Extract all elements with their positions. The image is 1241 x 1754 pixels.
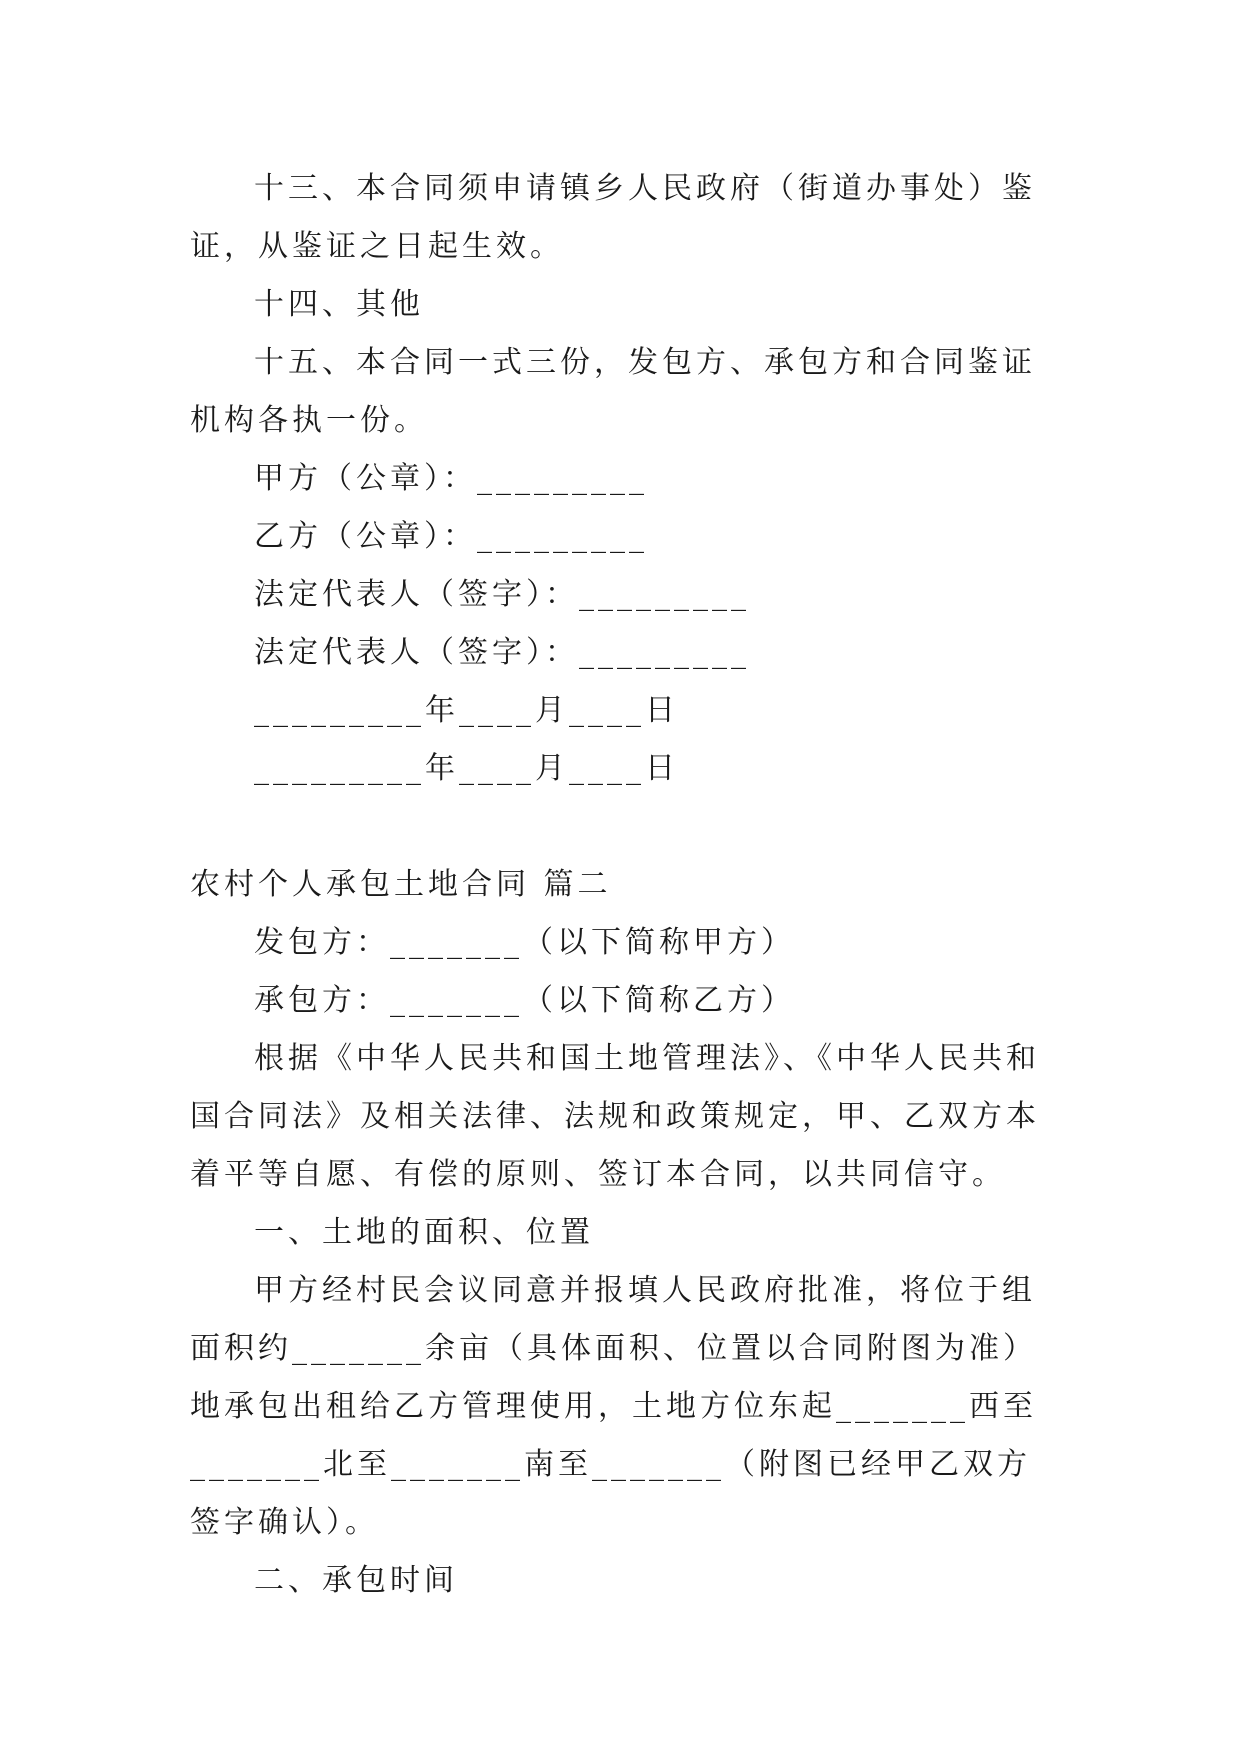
article-1-body: 甲方经村民会议同意并报填人民政府批准，将位于组面积约_______余亩（具体面积、位置以合同附图为准）地承包出租给乙方管理使用，土地方位东起_______西至_______北至_______南至_______（附图已经甲乙双方签字确认）。 — [190, 1273, 1037, 1540]
article-2-heading: 二、承包时间 — [254, 1563, 458, 1598]
clause-14: 十四、其他 — [254, 287, 424, 322]
date-line: _________年____月____日 — [254, 751, 679, 786]
section-heading: 农村个人承包土地合同 篇二 — [190, 867, 612, 902]
document-body — [190, 160, 1055, 1610]
clause-15: 十五、本合同一式三份，发包方、承包方和合同鉴证机构各执一份。 — [190, 345, 1036, 438]
article-1-heading: 一、土地的面积、位置 — [254, 1215, 594, 1250]
party-a-seal-line: 甲方（公章）：_________ — [254, 461, 648, 496]
preamble-paragraph: 根据《中华人民共和国土地管理法》、《中华人民共和国合同法》及相关法律、法规和政策规定，甲、乙双方本着平等自愿、有偿的原则、签订本合同，以共同信守。 — [190, 1041, 1040, 1192]
legal-rep-signature-line: 法定代表人（签字）：_________ — [254, 577, 750, 612]
clause-13: 十三、本合同须申请镇乡人民政府（街道办事处）鉴证，从鉴证之日起生效。 — [190, 171, 1036, 264]
legal-rep-signature-line: 法定代表人（签字）：_________ — [254, 635, 750, 670]
contractor-line: 发包方：_______（以下简称甲方） — [254, 925, 795, 960]
contractee-line: 承包方：_______（以下简称乙方） — [254, 983, 795, 1018]
party-b-seal-line: 乙方（公章）：_________ — [254, 519, 648, 554]
date-line: _________年____月____日 — [254, 693, 679, 728]
